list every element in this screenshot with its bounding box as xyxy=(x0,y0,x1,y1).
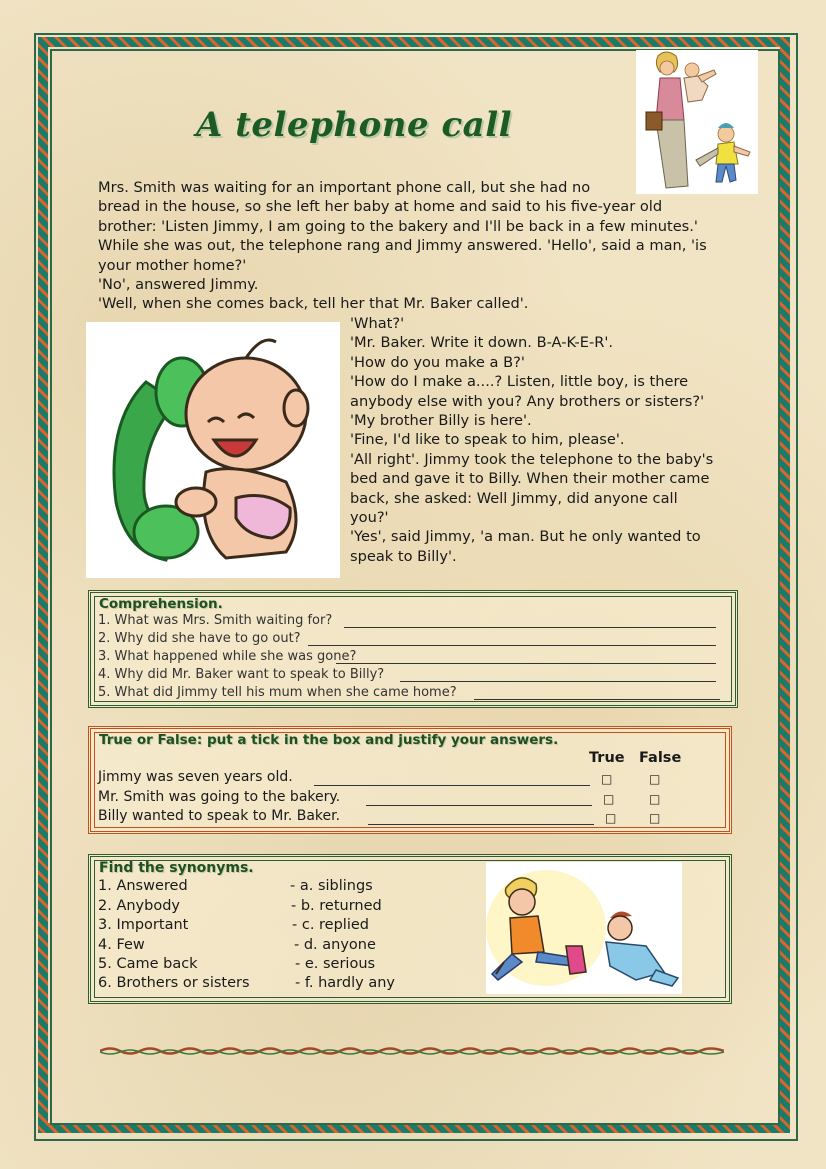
story-line: brother: 'Listen Jimmy, I am going to the bakery and I'll be back in a few minutes.' xyxy=(98,217,698,235)
synonyms-heading: Find the synonyms. xyxy=(99,860,254,876)
mother-and-children-illustration xyxy=(636,50,758,194)
story-line: 'Well, when she comes back, tell her that Mr. Baker called'. xyxy=(98,295,529,313)
story-line: 'What?' xyxy=(350,315,405,332)
true-false-statement: Jimmy was seven years old. xyxy=(98,769,293,785)
comprehension-question: 3. What happened while she was gone? xyxy=(98,649,357,664)
story-line: Mrs. Smith was waiting for an important phone call, but she had no xyxy=(98,179,591,196)
answer-line[interactable] xyxy=(308,645,716,646)
page-title: A telephone call xyxy=(196,105,513,145)
story-line: 'My brother Billy is here'. xyxy=(350,412,532,430)
true-false-statement: Mr. Smith was going to the bakery. xyxy=(98,789,341,805)
story-line: 'No', answered Jimmy. xyxy=(98,276,259,294)
true-checkbox[interactable]: □ xyxy=(605,811,617,825)
comprehension-question: 1. What was Mrs. Smith waiting for? xyxy=(98,613,333,628)
story-line: 'Fine, I'd like to speak to him, please'. xyxy=(350,431,625,449)
synonym-word: 1. Answered xyxy=(98,878,188,894)
true-false-statement: Billy wanted to speak to Mr. Baker. xyxy=(98,808,341,824)
justify-line[interactable] xyxy=(314,785,590,786)
baby-on-phone-illustration xyxy=(86,322,340,578)
false-checkbox[interactable]: □ xyxy=(649,811,661,825)
false-checkbox[interactable]: □ xyxy=(649,792,661,806)
synonym-word: 3. Important xyxy=(98,917,189,933)
story-line: speak to Billy'. xyxy=(350,547,457,565)
story-line: 'How do you make a B?' xyxy=(350,353,525,371)
synonym-word: 5. Came back xyxy=(98,956,198,972)
story-line: 'All right'. Jimmy took the telephone to the baby's xyxy=(350,450,714,468)
story-line: 'How do I make a....? Listen, little boy, is there xyxy=(350,373,689,391)
answer-line[interactable] xyxy=(344,627,716,628)
answer-line[interactable] xyxy=(336,663,716,664)
justify-line[interactable] xyxy=(366,805,592,806)
true-false-heading: True or False: put a tick in the box and justify your answers. xyxy=(99,732,559,748)
story-line: you?' xyxy=(350,509,389,527)
synonym-match: - f. hardly any xyxy=(295,975,395,991)
true-checkbox[interactable]: □ xyxy=(601,772,613,786)
comprehension-question: 5. What did Jimmy tell his mum when she came home? xyxy=(98,685,457,700)
story-text-dialogue xyxy=(350,314,713,566)
decorative-divider xyxy=(100,1046,724,1056)
story-line: 'Mr. Baker. Write it down. B-A-K-E-R'. xyxy=(350,334,614,352)
true-checkbox[interactable]: □ xyxy=(603,792,615,806)
true-column-label: True xyxy=(589,750,625,766)
story-line: 'Yes', said Jimmy, 'a man. But he only wanted to xyxy=(350,528,701,546)
story-line: While she was out, the telephone rang and Jimmy answered. 'Hello', said a man, 'is xyxy=(98,237,707,255)
false-column-label: False xyxy=(639,750,682,766)
synonym-match: - b. returned xyxy=(291,898,382,914)
synonym-match: - c. replied xyxy=(292,917,369,933)
synonym-word: 6. Brothers or sisters xyxy=(98,975,250,991)
answer-line[interactable] xyxy=(474,699,720,700)
story-line: anybody else with you? Any brothers or sisters?' xyxy=(350,392,705,410)
synonym-match: - e. serious xyxy=(295,956,376,972)
comprehension-question: 4. Why did Mr. Baker want to speak to Billy? xyxy=(98,667,385,682)
synonym-match: - d. anyone xyxy=(294,937,376,953)
story-line: bed and gave it to Billy. When their mother came xyxy=(350,470,710,488)
synonym-word: 4. Few xyxy=(98,937,145,953)
comprehension-heading: Comprehension. xyxy=(99,596,223,612)
false-checkbox[interactable]: □ xyxy=(649,772,661,786)
story-line: bread in the house, so she left her baby at home and said to his five-year old xyxy=(98,198,663,216)
synonym-word: 2. Anybody xyxy=(98,898,180,914)
story-line: back, she asked: Well Jimmy, did anyone call xyxy=(350,489,678,507)
story-text-top xyxy=(98,178,707,314)
brothers-illustration xyxy=(486,862,682,994)
answer-line[interactable] xyxy=(400,681,716,682)
justify-line[interactable] xyxy=(368,824,594,825)
comprehension-question: 2. Why did she have to go out? xyxy=(98,631,301,646)
story-line: your mother home?' xyxy=(98,256,247,274)
synonym-match: - a. siblings xyxy=(290,878,373,894)
